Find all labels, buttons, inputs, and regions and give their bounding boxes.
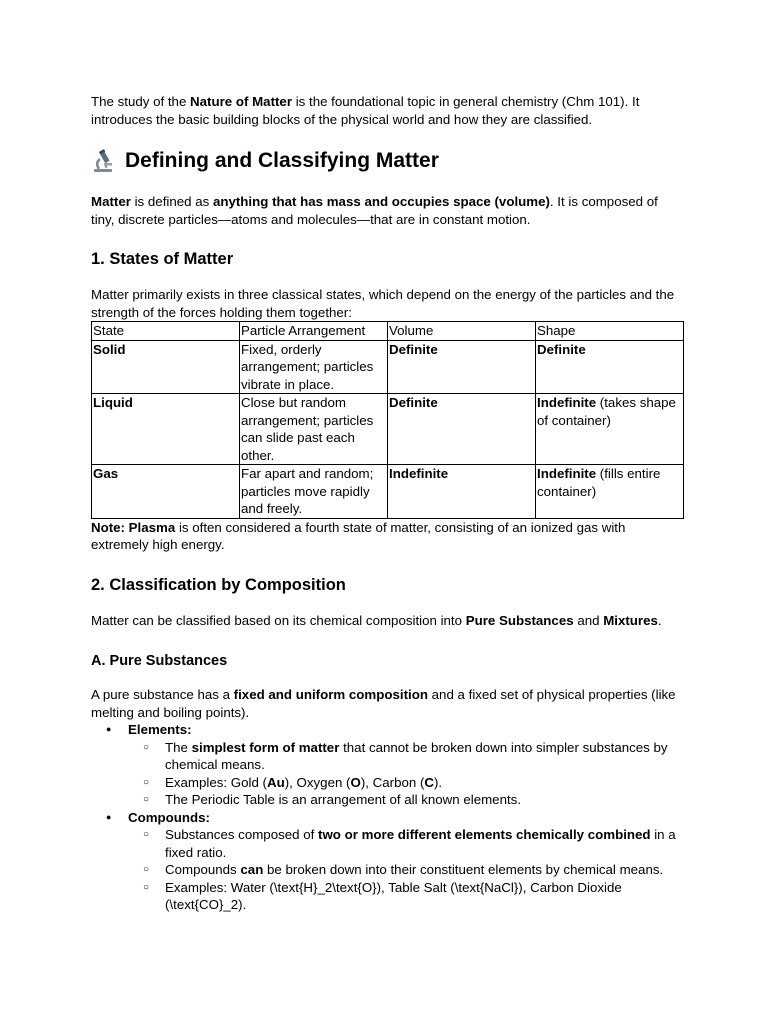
table-cell-volume: [388, 465, 536, 519]
table-header-row: [92, 322, 684, 341]
text: ), Oxygen (: [284, 774, 351, 790]
list-item: [165, 774, 680, 792]
intro-paragraph: [91, 93, 680, 128]
table-row: [92, 394, 684, 465]
pure-substances-list: [91, 721, 680, 914]
list-item: [165, 826, 680, 861]
definition-paragraph: [91, 193, 680, 228]
shape-detail: (takes shape of container): [537, 395, 676, 428]
text: The: [165, 739, 192, 755]
microscope-icon: [91, 148, 117, 174]
table-cell-shape: [536, 394, 684, 465]
elements-label: Elements:: [128, 722, 192, 737]
section-title: Defining and Classifying Matter: [125, 149, 439, 172]
text: in a fixed ratio.: [165, 827, 676, 860]
table-cell-volume: [388, 394, 536, 465]
note-text: is often considered a fourth state of matter, consisting of an ionized gas with extremely high energy.: [91, 519, 626, 552]
table-cell-arrangement: Fixed, orderly arrangement; particles vibrate in place.: [240, 340, 388, 394]
list-item: [165, 861, 680, 879]
intro-text-rest: is the foundational topic in general chemistry (Chm 101). It introduces the basic building blocks of the physical world and how they are classified.: [91, 94, 640, 127]
state-name: Liquid: [93, 395, 133, 410]
pure-text-1: A pure substance has a: [91, 687, 234, 702]
bold-text: C: [424, 774, 434, 790]
state-name: Gas: [93, 466, 119, 481]
bold-text: Au: [266, 774, 285, 790]
comp-text-3: .: [657, 612, 662, 628]
table-cell-arrangement: Far apart and random; particles move rapidly and freely.: [240, 465, 388, 519]
comp-bold-2: Mixtures: [603, 612, 658, 628]
comp-bold-1: Pure Substances: [465, 612, 574, 628]
pure-bold-1: fixed and uniform composition: [233, 687, 428, 702]
pure-substances-heading: A. Pure Substances: [91, 653, 228, 669]
bold-text: simplest form of matter: [191, 739, 340, 755]
table-header-cell: State: [92, 322, 240, 341]
shape-detail: (fills entire container): [537, 466, 661, 499]
volume-value: Definite: [389, 341, 438, 357]
table-cell-state: [92, 465, 240, 519]
states-intro: Matter primarily exists in three classical states, which depend on the energy of the particles and the strength of the forces holding them together:: [91, 287, 675, 320]
def-bold-1: Matter: [91, 194, 131, 209]
list-item-compounds: [128, 809, 680, 914]
state-name: Solid: [93, 341, 126, 357]
bold-text: O: [350, 774, 361, 790]
def-bold-2: anything that has mass and occupies space (volume): [212, 194, 550, 209]
table-cell-shape: [536, 465, 684, 519]
def-text-2: . It is composed of tiny, discrete particles—atoms and molecules—that are in constant motion.: [91, 194, 658, 227]
text: Examples: Gold (: [165, 774, 267, 790]
table-row: [92, 340, 684, 394]
table-header-cell: Particle Arrangement: [240, 322, 388, 341]
table-cell-state: [92, 340, 240, 394]
composition-heading: 2. Classification by Composition: [91, 575, 346, 594]
note-bold: Note: Plasma: [91, 519, 176, 535]
table-cell-shape: [536, 340, 684, 394]
table-header-cell: Volume: [388, 322, 536, 341]
pure-text-2: and a fixed set of physical properties (like melting and boiling points).: [91, 687, 676, 720]
table-row: [92, 465, 684, 519]
table-cell-arrangement: Close but random arrangement; particles can slide past each other.: [240, 394, 388, 465]
list-item: [165, 739, 680, 774]
intro-text: The study of the: [91, 94, 191, 109]
text: ), Carbon (: [360, 774, 425, 790]
pure-paragraph: [91, 686, 680, 721]
intro-bold: Nature of Matter: [190, 94, 293, 109]
comp-text-1: Matter can be classified based on its chemical composition into: [91, 612, 466, 628]
table-cell-volume: [388, 340, 536, 394]
list-item: ○ Examples: Water (\text{H}_2\text{O}), Table Salt (\text{NaCl}), Carbon Dioxide (\text{CO}_2).: [165, 879, 680, 914]
def-text-1: is defined as: [130, 194, 213, 209]
compounds-sublist: [128, 826, 680, 914]
list-item: ○ The Periodic Table is an arrangement of all known elements.: [165, 791, 680, 809]
volume-value: Indefinite: [389, 466, 449, 481]
text: Compounds: [165, 862, 241, 877]
bold-text: can: [240, 862, 264, 877]
plasma-note: [91, 519, 680, 554]
text: Substances composed of: [165, 827, 319, 842]
shape-value: Definite: [537, 341, 586, 357]
table-cell-state: [92, 394, 240, 465]
states-heading: 1. States of Matter: [91, 250, 234, 268]
bold-text: two or more different elements chemically combined: [318, 827, 651, 842]
compounds-label: Compounds:: [128, 809, 210, 825]
composition-paragraph: [91, 612, 680, 630]
shape-value: Indefinite: [537, 466, 597, 481]
shape-value: Indefinite: [537, 395, 597, 410]
text: ).: [434, 774, 443, 790]
table-header-cell: Shape: [536, 322, 684, 341]
text: that cannot be broken down into simpler substances by chemical means.: [165, 739, 668, 772]
text: be broken down into their constituent elements by chemical means.: [263, 862, 664, 877]
section-heading-defining: [91, 146, 680, 176]
states-table: [91, 321, 684, 519]
comp-text-2: and: [573, 612, 604, 628]
elements-sublist: [128, 739, 680, 809]
list-item-elements: [128, 721, 680, 809]
volume-value: Definite: [389, 395, 438, 410]
